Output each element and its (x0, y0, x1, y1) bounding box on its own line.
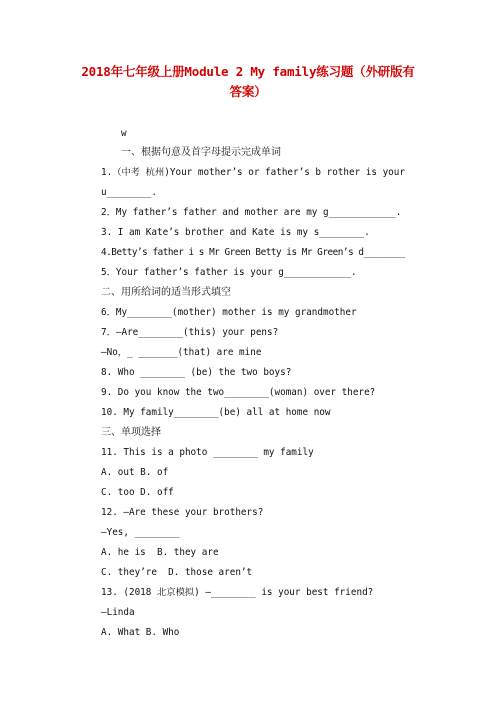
question-3: 3. I am Kate’s brother and Kate is my s________. (101, 227, 370, 238)
section-heading-1: 一、根据句意及首字母提示完成单词 (121, 147, 281, 158)
stray-character: w (121, 128, 127, 139)
question-1-continued: u________. (101, 187, 157, 198)
question-9: 9. Do you know the two________(woman) over there? (101, 387, 376, 398)
question-12-reply: —Yes, ________ (101, 527, 180, 538)
question-10: 10. My family________(be) all at home now (101, 407, 331, 418)
question-12: 12. —Are these your brothers? (101, 507, 264, 518)
question-7: 7．—Are________(this) your pens? (101, 327, 279, 338)
question-12-options-cd: C. they’re D. those aren’t (101, 567, 253, 578)
section-heading-2: 二、用所给词的适当形式填空 (101, 287, 231, 298)
document-title-line-2: 答案） (229, 84, 267, 99)
document-title-line-1: 2018年七年级上册Module 2 My family练习题（外研版有 (81, 64, 415, 79)
question-5: 5．Your father’s father is your g____________. (101, 267, 357, 278)
question-11: 11. This is a photo ________ my family (101, 447, 314, 458)
question-11-options-ab: A. out B. of (101, 467, 169, 478)
section-heading-3: 三、单项选择 (101, 427, 161, 438)
question-7-reply: —No，_ _______(that) are mine (101, 347, 262, 358)
question-13-options-ab: A. What B. Who (101, 627, 180, 638)
question-6: 6．My________(mother) mother is my grandmother (101, 307, 357, 318)
question-11-options-cd: C. too D. off (101, 487, 174, 498)
question-2: 2．My father’s father and mother are my g____________. (101, 207, 402, 218)
question-8: 8. Who ________ (be) the two boys? (101, 367, 292, 378)
question-4: 4.Betty’s father i s Mr Green Betty is Mr Green’s d________ (101, 247, 405, 258)
question-12-options-ab: A. he is B. they are (101, 547, 219, 558)
question-13: 13. (2018 北京模拟) —________ is your best friend? (101, 587, 374, 598)
question-13-reply: —Linda (101, 607, 135, 618)
question-1: 1.（中考 杭州)Your mother’s or father’s b rother is your (101, 167, 405, 178)
